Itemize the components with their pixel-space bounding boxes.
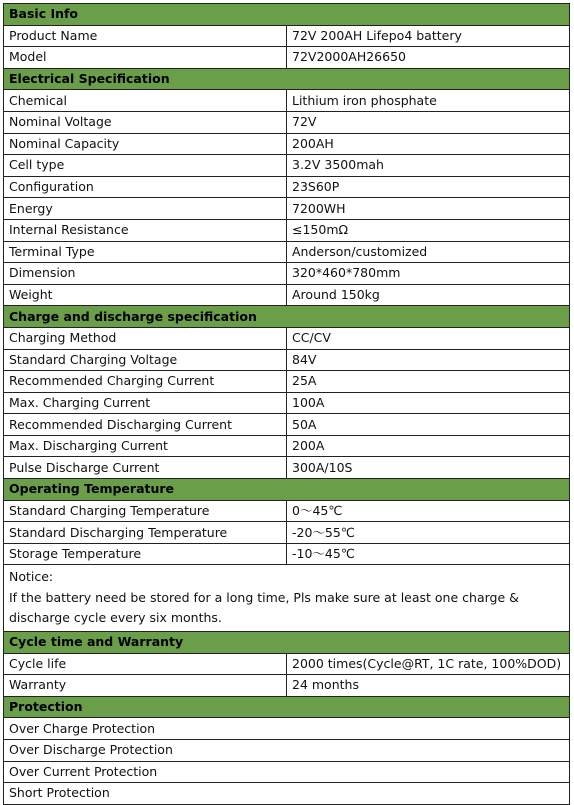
spec-row xyxy=(4,371,570,393)
spec-row xyxy=(4,500,570,522)
protection-row xyxy=(4,718,570,740)
spec-label: Energy xyxy=(4,198,287,220)
spec-label: Standard Discharging Temperature xyxy=(4,522,287,544)
notice-heading: Notice: xyxy=(9,569,54,585)
spec-value: 320*460*780mm xyxy=(287,263,570,285)
spec-label: Dimension xyxy=(4,263,287,285)
spec-row xyxy=(4,327,570,349)
section-header-protection xyxy=(4,696,570,718)
section-header-electrical-specification xyxy=(4,68,570,90)
spec-row xyxy=(4,133,570,155)
spec-value: 23S60P xyxy=(287,176,570,198)
spec-value: 0～45℃ xyxy=(287,500,570,522)
protection-row xyxy=(4,761,570,783)
section-title: Cycle time and Warranty xyxy=(4,631,570,653)
spec-value: 84V xyxy=(287,349,570,371)
spec-row xyxy=(4,414,570,436)
spec-row xyxy=(4,263,570,285)
protection-item: Short Protection xyxy=(4,783,570,805)
spec-label: Terminal Type xyxy=(4,241,287,263)
spec-table xyxy=(3,3,570,805)
spec-label: Standard Charging Voltage xyxy=(4,349,287,371)
spec-value: 72V xyxy=(287,111,570,133)
spec-value: CC/CV xyxy=(287,327,570,349)
spec-label: Max. Charging Current xyxy=(4,392,287,414)
spec-value: 72V2000AH26650 xyxy=(287,47,570,69)
spec-value: 200A xyxy=(287,435,570,457)
spec-row xyxy=(4,90,570,112)
spec-value: Anderson/customized xyxy=(287,241,570,263)
spec-label: Model xyxy=(4,47,287,69)
spec-row xyxy=(4,543,570,565)
section-title: Operating Temperature xyxy=(4,479,570,501)
spec-label: Warranty xyxy=(4,675,287,697)
spec-label: Standard Charging Temperature xyxy=(4,500,287,522)
spec-label: Nominal Capacity xyxy=(4,133,287,155)
spec-label: Cycle life xyxy=(4,653,287,675)
spec-value: -20～55℃ xyxy=(287,522,570,544)
section-title: Electrical Specification xyxy=(4,68,570,90)
spec-label: Nominal Voltage xyxy=(4,111,287,133)
spec-value: Lithium iron phosphate xyxy=(287,90,570,112)
spec-value: 2000 times(Cycle@RT, 1C rate, 100%DOD) xyxy=(287,653,570,675)
spec-label: Chemical xyxy=(4,90,287,112)
spec-row xyxy=(4,349,570,371)
protection-row xyxy=(4,783,570,805)
section-title: Protection xyxy=(4,696,570,718)
spec-label: Storage Temperature xyxy=(4,543,287,565)
section-header-operating-temperature xyxy=(4,479,570,501)
spec-value: 72V 200AH Lifepo4 battery xyxy=(287,25,570,47)
section-header-charge-and-discharge-specification xyxy=(4,306,570,328)
spec-value: 25A xyxy=(287,371,570,393)
section-title: Charge and discharge specification xyxy=(4,306,570,328)
spec-row xyxy=(4,219,570,241)
spec-value: 7200WH xyxy=(287,198,570,220)
spec-value: ≤150mΩ xyxy=(287,219,570,241)
protection-item: Over Charge Protection xyxy=(4,718,570,740)
spec-row xyxy=(4,457,570,479)
spec-row xyxy=(4,522,570,544)
spec-value: 50A xyxy=(287,414,570,436)
spec-label: Recommended Discharging Current xyxy=(4,414,287,436)
spec-label: Internal Resistance xyxy=(4,219,287,241)
spec-label: Configuration xyxy=(4,176,287,198)
spec-value: 200AH xyxy=(287,133,570,155)
section-header-basic-info xyxy=(4,4,570,26)
section-header-cycle-time-and-warranty xyxy=(4,631,570,653)
spec-value: 24 months xyxy=(287,675,570,697)
spec-label: Recommended Charging Current xyxy=(4,371,287,393)
spec-label: Charging Method xyxy=(4,327,287,349)
spec-row xyxy=(4,675,570,697)
spec-row xyxy=(4,25,570,47)
spec-row xyxy=(4,198,570,220)
spec-value: 100A xyxy=(287,392,570,414)
spec-table-body xyxy=(4,4,570,805)
spec-row xyxy=(4,284,570,306)
protection-row xyxy=(4,739,570,761)
notice-text: If the battery need be stored for a long time, Pls make sure at least one charge & discharge cycle every six months. xyxy=(9,589,519,626)
spec-label: Pulse Discharge Current xyxy=(4,457,287,479)
spec-label: Max. Discharging Current xyxy=(4,435,287,457)
spec-row xyxy=(4,653,570,675)
protection-item: Over Discharge Protection xyxy=(4,739,570,761)
spec-value: 3.2V 3500mah xyxy=(287,155,570,177)
spec-row xyxy=(4,47,570,69)
spec-label: Weight xyxy=(4,284,287,306)
notice-cell xyxy=(4,565,570,632)
spec-row xyxy=(4,111,570,133)
notice-row xyxy=(4,565,570,632)
spec-value: Around 150kg xyxy=(287,284,570,306)
spec-value: -10～45℃ xyxy=(287,543,570,565)
protection-item: Over Current Protection xyxy=(4,761,570,783)
spec-label: Cell type xyxy=(4,155,287,177)
spec-row xyxy=(4,176,570,198)
spec-row xyxy=(4,241,570,263)
spec-value: 300A/10S xyxy=(287,457,570,479)
section-title: Basic Info xyxy=(4,4,570,26)
spec-row xyxy=(4,155,570,177)
spec-row xyxy=(4,392,570,414)
spec-label: Product Name xyxy=(4,25,287,47)
spec-row xyxy=(4,435,570,457)
